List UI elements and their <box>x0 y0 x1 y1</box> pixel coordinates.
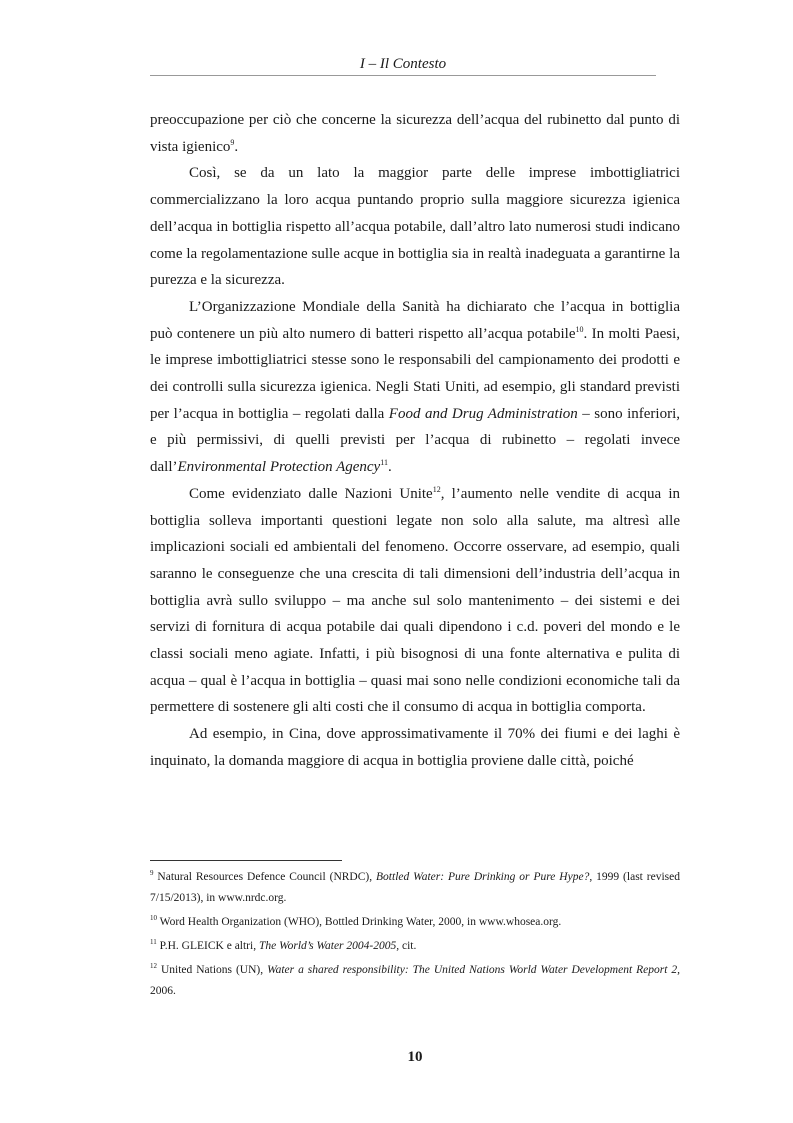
footnote: $^9$ Natural Resources Defence Council (NRDC), Bottled Water: Pure Drinking or Pure Hype?, 1999 (last revised 7/15/2013), in www.nrdc.org. <box>150 869 680 904</box>
paragraph: Come evidenziato dalle Nazioni Unite$^{12}$, l’aumento nelle vendite di acqua in bottiglia solleva importanti questioni legate non solo alla salute, ma altresì alle implicazioni sociali ed ambientali del fenomeno. Occorre osservare, ad esempio, quali saranno le conseguenze che una crescita di tali dimensioni dell’industria dell’acqua in bottiglia avrà sullo sviluppo – ma anche sul solo mantenimento – dei sistemi e dei servizi di fornitura di acqua potabile dai quali dipendono i c.d. poveri del mondo e le classi sociali meno agiate. Infatti, i più bisognosi di una fonte alternativa e pulita di acqua – qual è l’acqua in bottiglia – quasi mai sono nelle condizioni economiche tali da permettere di sostenere gli alti costi che il consumo di acqua in bottiglia comporta. <box>150 484 681 716</box>
footnote-ref: 10 <box>575 324 584 334</box>
paragraph: Così, se da un lato la maggior parte delle imprese imbottigliatrici commercializzano la loro acqua puntando proprio sulla maggiore sicurezza igienica dell’acqua in bottiglia rispetto all’acqua potabile, dall’altro lato numerosi studi indicano come la regolamentazione sulle acque in bottiglia sia in realtà inadeguata a garantirne la purezza e la sicurezza. <box>150 165 680 289</box>
agency-name: Environmental Protection Agency <box>177 459 381 476</box>
footnote-ref: 12 <box>432 484 441 494</box>
footnote-ref: 11 <box>380 458 388 468</box>
footnote-number: 9 <box>150 869 154 878</box>
paragraph: L’Organizzazione Mondiale della Sanità ha dichiarato che l’acqua in bottiglia può contenere un più alto numero di batteri rispetto all’acqua potabile$^{10}$. In molti Paesi, le imprese imbottigliatrici stesse sono le responsabili del campionamento dei prodotti e dei controlli sulla sicurezza igienica. Negli Stati Uniti, ad esempio, gli standard previsti per l’acqua in bottiglia – regolati dalla Food and Drug Administration – sono inferiori, e più permissivi, di quelli previsti per l’acqua di rubinetto – regolati invece dall’Environmental Protection Agency$^{11}$. <box>150 298 680 476</box>
footnotes <box>150 867 680 1005</box>
paragraph-text: preoccupazione per ciò che concerne la sicurezza dell’acqua del rubinetto dal punto di vista igienico <box>150 112 680 155</box>
page-number: 10 <box>407 1049 423 1065</box>
footnote-number: 12 <box>150 962 157 971</box>
agency-name: Food and Drug Administration <box>388 405 578 422</box>
footnote-number: 10 <box>150 914 157 923</box>
footnote: $^{12}$ United Nations (UN), Water a shared responsibility: The United Nations World Water Development Report 2, 2006. <box>150 962 681 997</box>
paragraph: preoccupazione per ciò che concerne la sicurezza dell’acqua del rubinetto dal punto di vista igienico$^9$. <box>150 112 680 155</box>
paragraph: Ad esempio, in Cina, dove approssimativamente il 70% dei fiumi e dei laghi è inquinato, la domanda maggiore di acqua in bottiglia proviene dalle città, poiché <box>150 726 680 769</box>
header-divider <box>150 75 656 76</box>
footnote: $^{10}$ Word Health Organization (WHO), Bottled Drinking Water, 2000, in www.whosea.org. <box>150 914 562 928</box>
footnote-number: 11 <box>150 938 157 947</box>
footnote-ref: 9 <box>230 137 235 147</box>
body-text <box>150 107 680 775</box>
running-header: I – Il Contesto <box>359 56 447 72</box>
footnote: $^{11}$ P.H. GLEICK e altri, The World’s Water 2004-2005, cit. <box>150 938 417 952</box>
footnote-divider <box>150 860 342 861</box>
